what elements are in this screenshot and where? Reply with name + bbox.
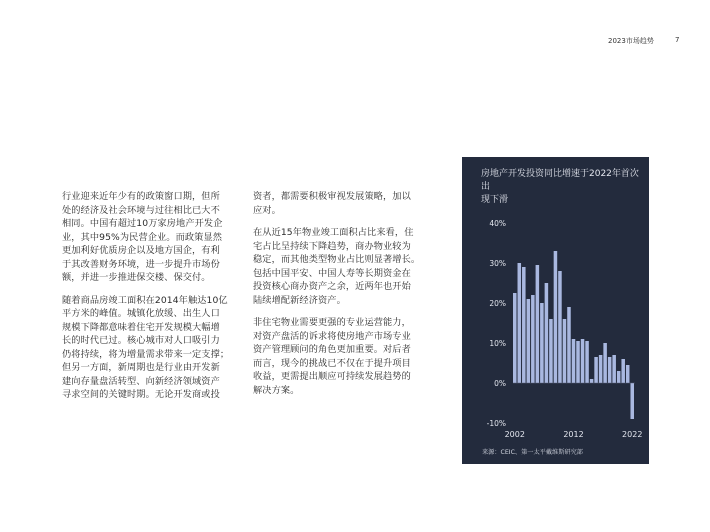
bar	[518, 263, 522, 383]
y-tick-label: 40%	[489, 219, 506, 228]
bar	[590, 379, 594, 383]
header-title: 2023市场趋势	[608, 37, 654, 45]
paragraph: 随着商品房竣工面积在2014年触达10亿 平方米的峰值。城镇化放缓、出生人口 规模下降都意味着住宅开发规模大幅增 长的时代已过。核心城市对人口吸引力 仍将持续，将为增量需求带来一定支撑； 但另一方面，新周期也是行业由开发新 建向存量盘活转型、向新经济领域资产 寻求空间的关键时期。无论开发商或投	[62, 294, 230, 400]
y-tick-label: 30%	[489, 259, 506, 268]
paragraph: 非住宅物业需要更强的专业运营能力， 对资产盘活的诉求将使房地产市场专业 资产管理顾问的角色更加重要。对后者 而言，现今的挑战已不仅在于提升项目 收益，更需提出顺应可持续发展趋势的 解决方案。	[253, 317, 411, 396]
paragraph: 资者，都需要积极审视发展策略，加以 应对。	[253, 191, 411, 216]
paragraph: 在从近15年物业竣工面积占比来看，住 宅占比呈持续下降趋势，商办物业较为 稳定，而其他类型物业占比则显著增长。 包括中国平安、中国人寿等长期资金在 投资核心商办资产之余，近两年也开始 陆续增配新经济资产。	[253, 227, 421, 306]
chart-source: 来源：CEIC、第一太平戴维斯研究部	[482, 449, 583, 456]
chart-panel	[462, 157, 649, 464]
y-tick-label: 10%	[489, 339, 506, 348]
bar	[540, 303, 544, 383]
y-tick-label: 20%	[489, 299, 506, 308]
text-column-2	[253, 190, 425, 406]
bar	[576, 341, 580, 383]
bar	[603, 343, 607, 383]
bar	[608, 357, 612, 383]
bar	[563, 319, 567, 383]
page-number: 7	[675, 36, 680, 44]
bar	[567, 307, 571, 383]
bar	[513, 293, 517, 383]
bar	[585, 341, 589, 383]
bar	[621, 359, 625, 383]
bar	[536, 265, 540, 383]
bar	[572, 339, 576, 383]
bar	[545, 283, 549, 383]
y-tick-label: 0%	[494, 379, 506, 388]
paragraph: 行业迎来近年少有的政策窗口期，但所 处的经济及社会环境与过往相比已大不 相同。中国有超过10万家房地产开发企 业，其中95%为民营企业。而政策显然 更加利好优质房企以及地方国企，有利 于其改善财务环境，进一步提升市场份 额，并进一步推进保交楼、保交付。	[62, 191, 223, 283]
bar	[581, 339, 585, 383]
bar	[599, 355, 603, 383]
bar	[527, 299, 531, 383]
bar	[617, 371, 621, 383]
bar	[554, 251, 558, 383]
bar-chart	[462, 157, 649, 464]
chart-title: 房地产开发投资同比增速于2022年首次出 现下滑	[481, 169, 639, 205]
bar	[594, 357, 598, 383]
bar	[531, 295, 535, 383]
bar	[612, 355, 616, 383]
x-tick-label: 2012	[563, 430, 584, 439]
bar	[626, 365, 630, 383]
bar	[630, 383, 634, 419]
bar	[522, 267, 526, 383]
bar	[549, 319, 553, 383]
bar	[558, 271, 562, 383]
x-tick-label: 2022	[622, 430, 643, 439]
y-tick-label: -10%	[486, 419, 506, 428]
x-tick-label: 2002	[504, 430, 525, 439]
text-column-1	[62, 190, 234, 411]
